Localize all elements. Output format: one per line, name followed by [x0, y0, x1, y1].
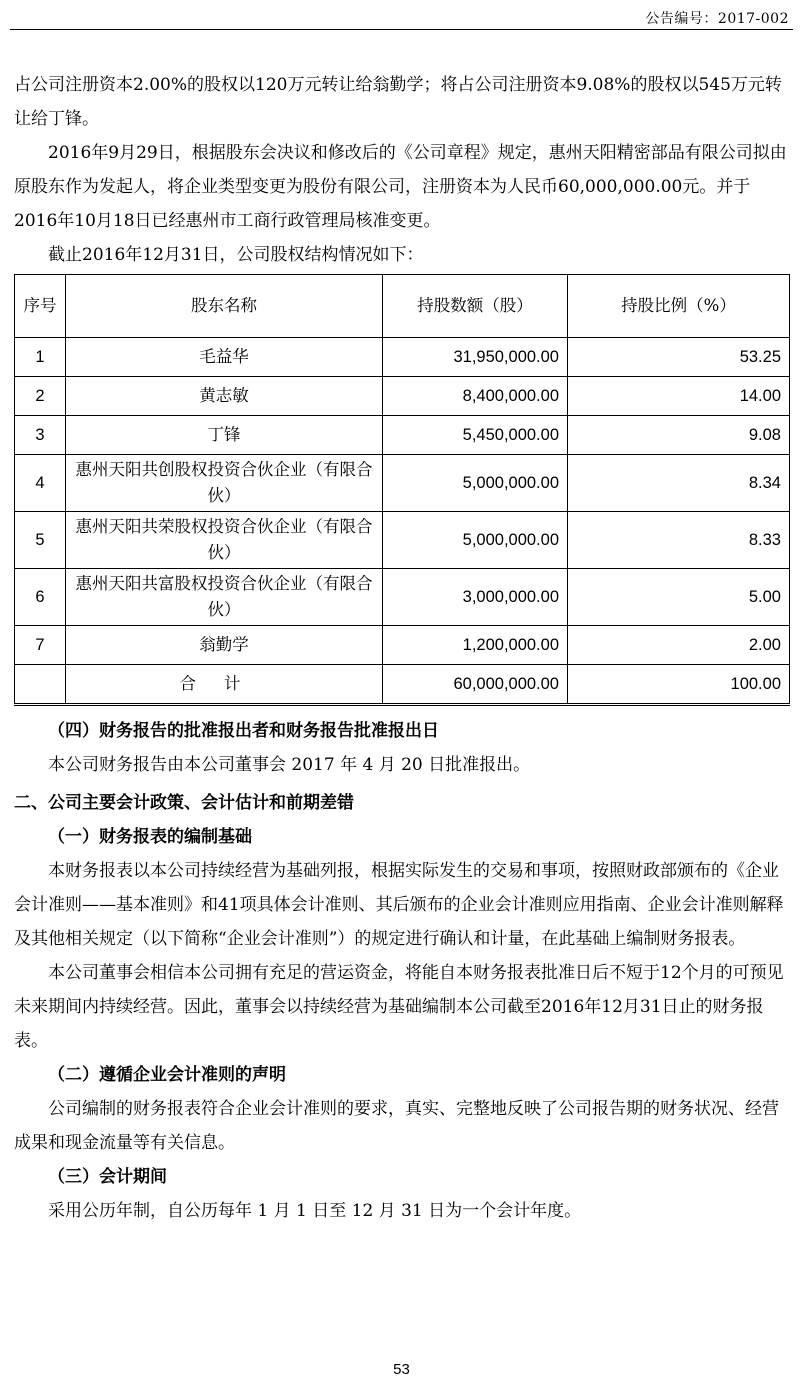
paragraph-compliance-statement: 公司编制的财务报表符合企业会计准则的要求，真实、完整地反映了公司报告期的财务状况、经营成果和现金流量等有关信息。	[14, 1099, 779, 1153]
row-no: 5	[15, 512, 66, 569]
table-row	[15, 626, 790, 665]
table-row	[15, 338, 790, 377]
table-row	[15, 377, 790, 416]
paragraph-equity-structure-intro: 截止2016年12月31日，公司股权结构情况如下：	[48, 245, 424, 265]
document-body	[14, 68, 790, 1228]
row-name: 黄志敏	[66, 377, 383, 416]
paragraph-going-concern: 本公司董事会相信本公司拥有充足的营运资金，将能自本财务报表批准日后不短于12个月的可预见未来期间内持续经营。因此，董事会以持续经营为基础编制本公司截至2016年12月31日止的财务报表。	[14, 963, 784, 1051]
header-shares: 持股数额（股）	[383, 275, 568, 338]
announcement-number: 公告编号：2017-002	[645, 11, 789, 27]
row-shares: 1,200,000.00	[383, 626, 568, 665]
row-shares: 5,000,000.00	[383, 512, 568, 569]
section-heading-accounting-policies: 二、公司主要会计政策、会计估计和前期差错	[14, 793, 354, 813]
paragraph-accounting-period: 采用公历年制，自公历每年 1 月 1 日至 12 月 31 日为一个会计年度。	[48, 1201, 582, 1221]
table-row	[15, 569, 790, 626]
table-header-row	[15, 275, 790, 338]
row-shares: 31,950,000.00	[383, 338, 568, 377]
row-name: 惠州天阳共富股权投资合伙企业（有限合伙）	[66, 569, 383, 626]
row-ratio: 2.00	[568, 626, 790, 665]
table-row	[15, 455, 790, 512]
header-no: 序号	[15, 275, 66, 338]
page-number: 53	[393, 1361, 410, 1378]
table-row	[15, 416, 790, 455]
row-shares: 8,400,000.00	[383, 377, 568, 416]
section-heading-preparation-basis: （一）财务报表的编制基础	[48, 827, 252, 847]
paragraph-share-transfer: 占公司注册资本2.00%的股权以120万元转让给翁勤学；将占公司注册资本9.08%的股权以545万元转让给丁锋。	[14, 75, 782, 129]
total-no-cell	[15, 665, 66, 705]
row-name: 丁锋	[66, 416, 383, 455]
total-shares: 60,000,000.00	[383, 665, 568, 705]
header-ratio: 持股比例（%）	[568, 275, 790, 338]
table-total-row	[15, 665, 790, 705]
total-ratio: 100.00	[568, 665, 790, 705]
row-shares: 5,000,000.00	[383, 455, 568, 512]
table-row	[15, 512, 790, 569]
section-heading-approval: （四）财务报告的批准报出者和财务报告批准报出日	[48, 721, 439, 741]
total-label: 合计	[66, 665, 383, 705]
row-ratio: 8.33	[568, 512, 790, 569]
row-ratio: 53.25	[568, 338, 790, 377]
header-divider	[10, 29, 793, 30]
row-shares: 5,450,000.00	[383, 416, 568, 455]
row-no: 2	[15, 377, 66, 416]
row-ratio: 8.34	[568, 455, 790, 512]
row-name: 惠州天阳共荣股权投资合伙企业（有限合伙）	[66, 512, 383, 569]
row-no: 1	[15, 338, 66, 377]
paragraph-preparation-basis: 本财务报表以本公司持续经营为基础列报，根据实际发生的交易和事项，按照财政部颁布的《企业会计准则——基本准则》和41项具体会计准则、其后颁布的企业会计准则应用指南、企业会计准则解释及其他相关规定（以下简称“企业会计准则”）的规定进行确认和计量，在此基础上编制财务报表。	[14, 861, 784, 949]
row-no: 7	[15, 626, 66, 665]
row-name: 惠州天阳共创股权投资合伙企业（有限合伙）	[66, 455, 383, 512]
row-name: 毛益华	[66, 338, 383, 377]
paragraph-company-conversion: 2016年9月29日，根据股东会决议和修改后的《公司章程》规定，惠州天阳精密部品有限公司拟由原股东作为发起人，将企业类型变更为股份有限公司，注册资本为人民币60,000,000.00元。并于2016年10月18日已经惠州市工商行政管理局核准变更。	[14, 143, 787, 231]
row-no: 3	[15, 416, 66, 455]
shareholder-table	[14, 274, 790, 706]
row-shares: 3,000,000.00	[383, 569, 568, 626]
row-ratio: 14.00	[568, 377, 790, 416]
row-ratio: 9.08	[568, 416, 790, 455]
paragraph-approval-date: 本公司财务报告由本公司董事会 2017 年 4 月 20 日批准报出。	[48, 755, 531, 775]
row-ratio: 5.00	[568, 569, 790, 626]
row-name: 翁勤学	[66, 626, 383, 665]
header-shareholder-name: 股东名称	[66, 275, 383, 338]
row-no: 4	[15, 455, 66, 512]
row-no: 6	[15, 569, 66, 626]
section-heading-compliance-statement: （二）遵循企业会计准则的声明	[48, 1065, 286, 1085]
section-heading-accounting-period: （三）会计期间	[48, 1167, 167, 1187]
